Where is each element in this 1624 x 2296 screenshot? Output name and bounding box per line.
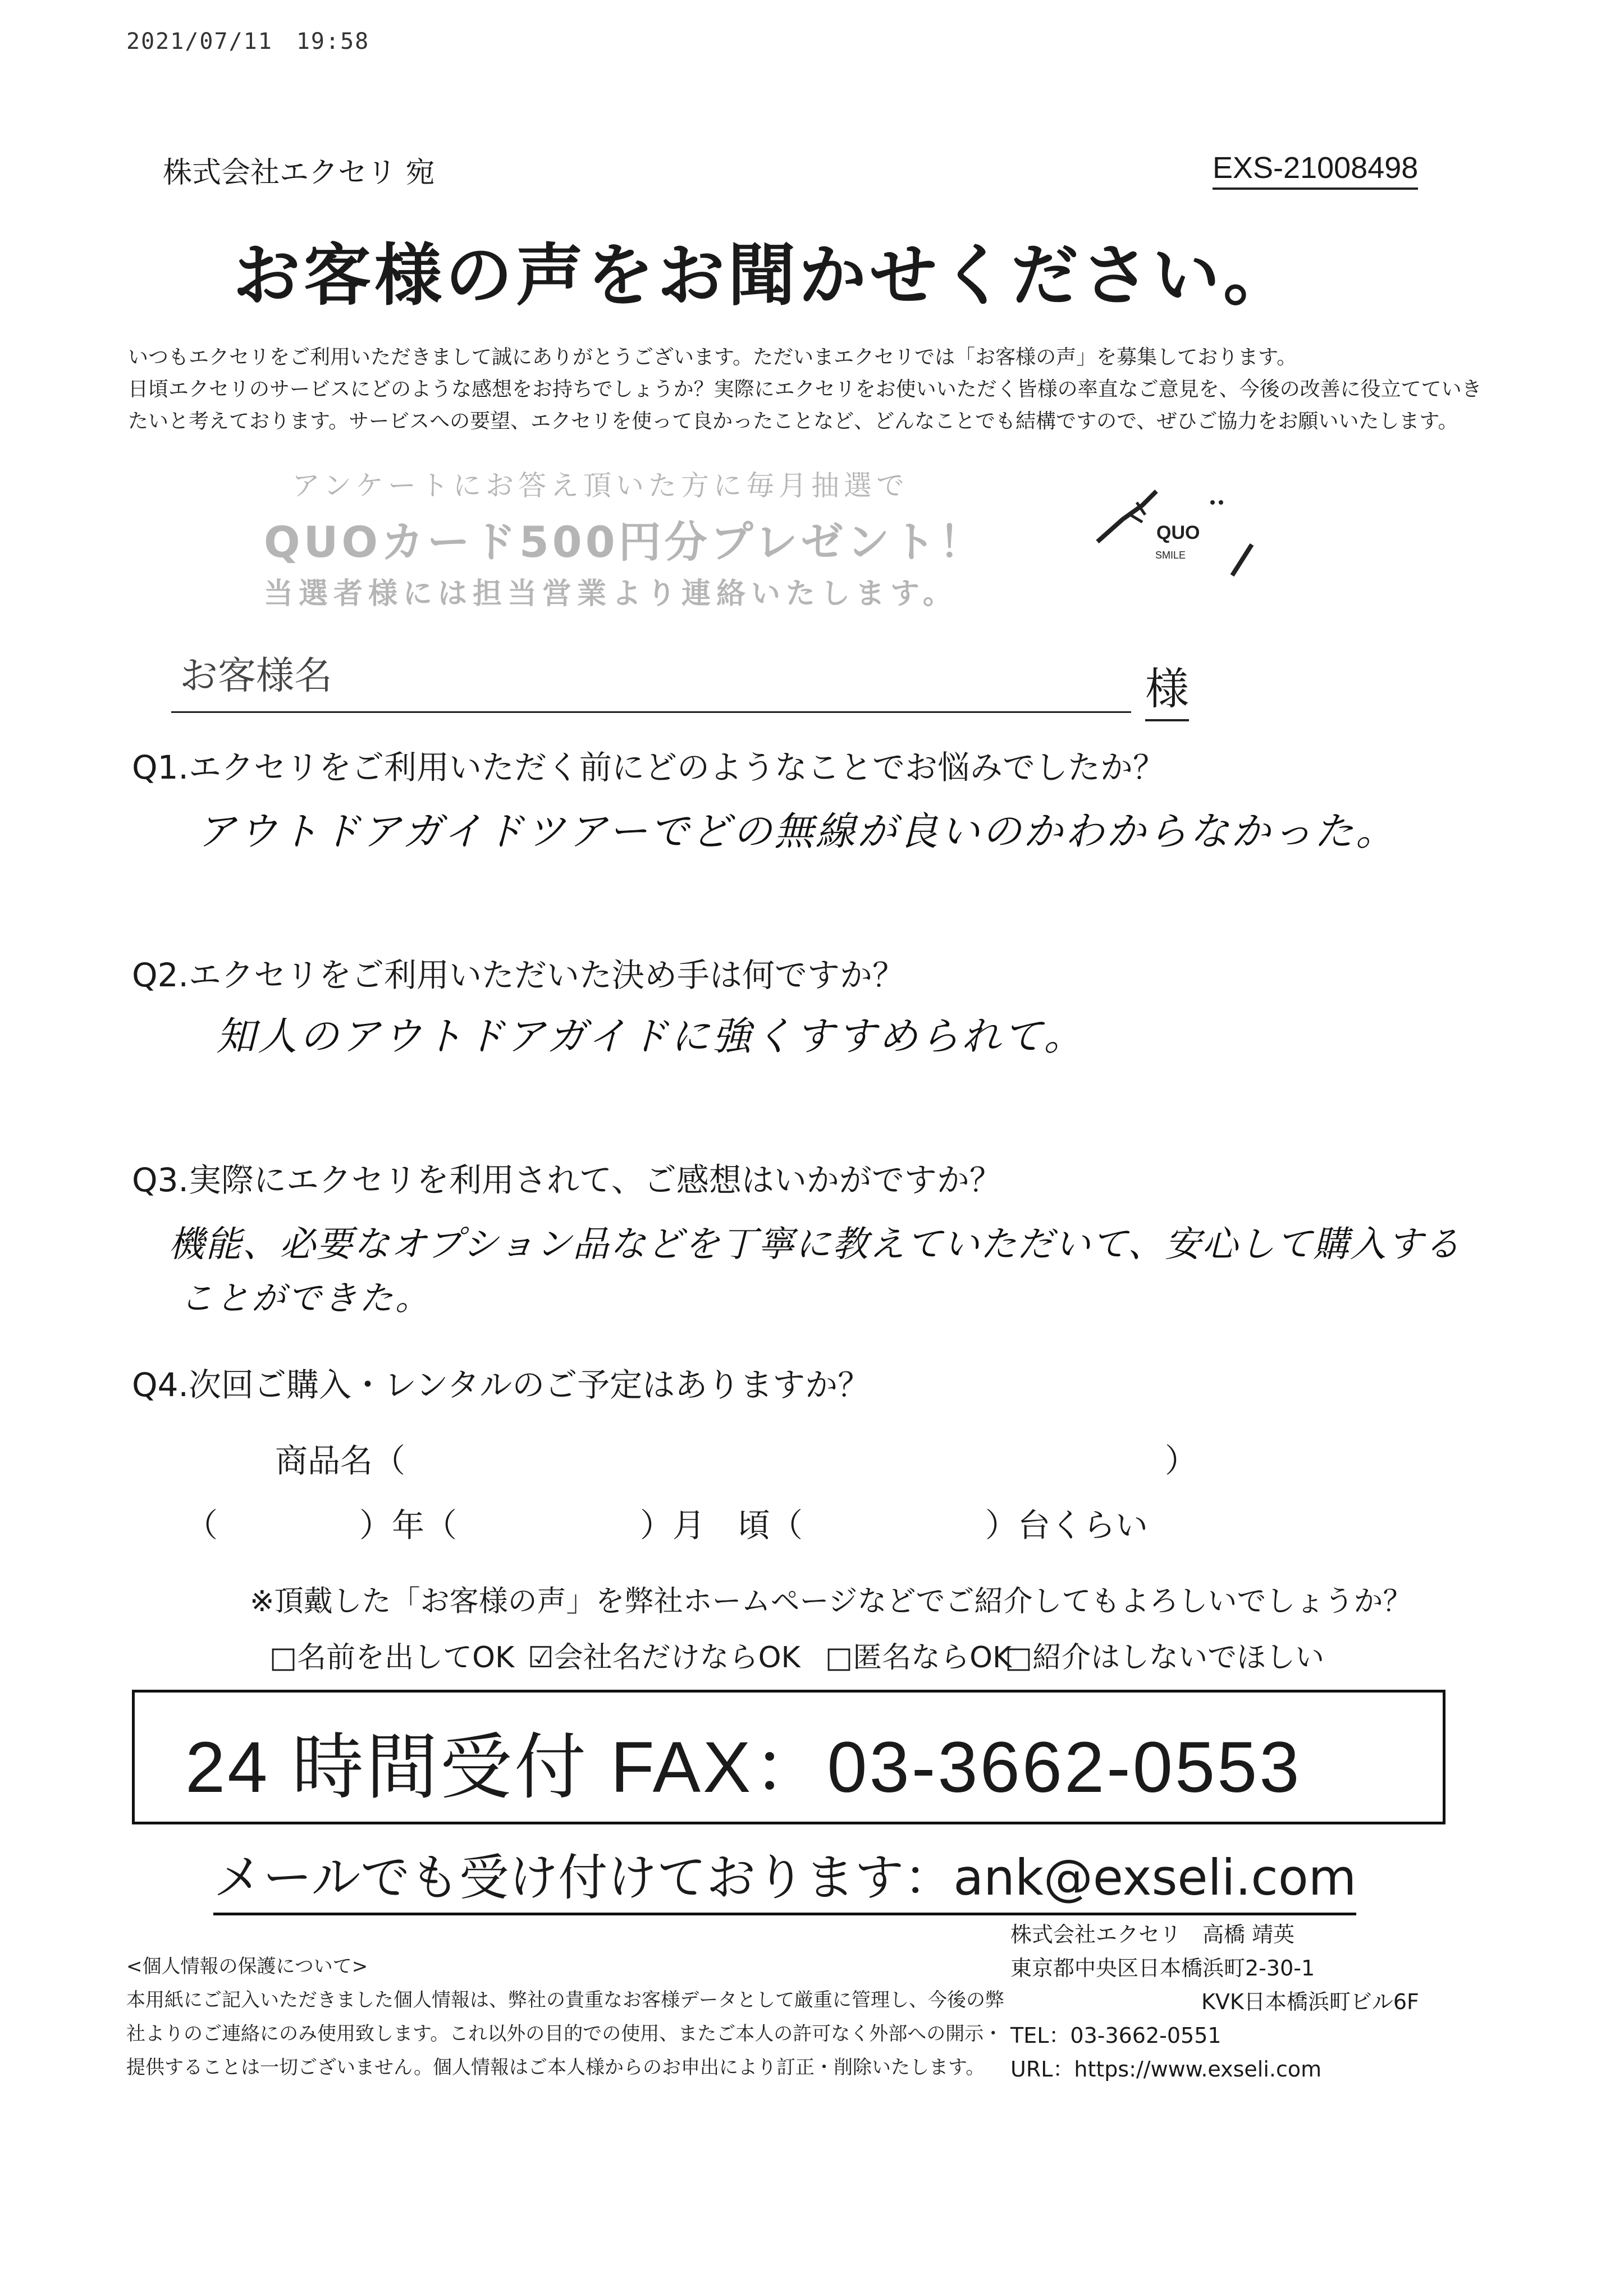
- plan-units: ）台くらい: [985, 1506, 1149, 1544]
- consent-option-company[interactable]: ☑会社名だけならOK: [528, 1641, 800, 1675]
- company-tel: TEL：03-3662-0551: [1010, 2023, 1222, 2048]
- privacy-line-1: 本用紙にご記入いただきました個人情報は、弊社の貴重なお客様データとして厳重に管理し、今後の弊: [126, 1989, 1004, 2011]
- quo-logo-text: QUO: [1156, 522, 1200, 543]
- privacy-line-3: 提供することは一切ございません。個人情報はご本人様からのお申出により訂正・削除いたします。: [126, 2056, 985, 2079]
- intro-line-1: いつもエクセリをご利用いただきまして誠にありがとうございます。ただいまエクセリでは「お客様の声」を募集しております。: [128, 346, 1297, 369]
- intro-line-3: たいと考えております。サービスへの要望、エクセリを使って良かったことなど、どんなことでも結構ですので、ぜひご協力をお願いいたします。: [128, 410, 1458, 433]
- company-address-1: 東京都中央区日本橋浜町2-30-1: [1010, 1956, 1315, 1981]
- customer-name-field[interactable]: [171, 711, 1131, 713]
- consent-question: ※頂戴した「お客様の声」を弊社ホームページなどでご紹介してもよろしいでしょうか？: [250, 1585, 1412, 1618]
- product-name-close: ）: [1165, 1442, 1198, 1480]
- consent-option-none[interactable]: □紹介はしないでほしい: [1005, 1641, 1325, 1675]
- promo-line-3: 当選者様には担当営業より連絡いたします。: [264, 577, 958, 611]
- answer-1: アウトドアガイドツアーでどの無線が良いのかわからなかった。: [196, 808, 1397, 854]
- answer-3-line-2: ことができた。: [180, 1279, 431, 1318]
- plan-month: ）月 頃（: [640, 1506, 803, 1544]
- promo-line-2: QUOカード500円分プレゼント！: [264, 517, 985, 567]
- quo-card-logo: [1089, 480, 1257, 581]
- privacy-heading: <個人情報の保護について>: [126, 1955, 368, 1978]
- company-url[interactable]: URL：https://www.exseli.com: [1010, 2057, 1322, 2082]
- question-3: Q3.実際にエクセリを利用されて、ご感想はいかがですか？: [132, 1161, 1002, 1199]
- company-address-2: KVK日本橋浜町ビル6F: [1201, 1989, 1419, 2014]
- recipient: 株式会社エクセリ 宛: [163, 156, 435, 190]
- question-2: Q2.エクセリをご利用いただいた決め手は何ですか？: [132, 956, 905, 994]
- email-contact[interactable]: メールでも受け付けております：ank@exseli.com: [213, 1838, 1356, 1915]
- fax-number: 24 時間受付 FAX：03-3662-0553: [185, 1727, 1302, 1808]
- plan-year: ）年（: [359, 1506, 458, 1544]
- quo-logo-subtext: SMILE: [1155, 550, 1186, 561]
- answer-2: 知人のアウトドアガイドに強くすすめられて。: [216, 1013, 1086, 1059]
- consent-option-name[interactable]: □名前を出してOK: [269, 1641, 515, 1675]
- consent-option-anonymous[interactable]: □匿名ならOK: [825, 1641, 1012, 1675]
- privacy-line-2: 社よりのご連絡にのみ使用致します。これ以外の目的での使用、またご本人の許可なく外部への開示・: [126, 2023, 1003, 2045]
- page-title: お客様の声をお聞かせください。: [233, 237, 1294, 315]
- company-name: 株式会社エクセリ 高橋 靖英: [1010, 1922, 1295, 1947]
- customer-name-suffix: 様: [1145, 654, 1189, 721]
- promo-line-1: アンケートにお答え頂いた方に毎月抽選で: [292, 469, 909, 502]
- question-4: Q4.次回ご購入・レンタルのご予定はありますか？: [132, 1366, 871, 1404]
- plan-open-paren: （: [185, 1506, 218, 1544]
- answer-3-line-1: 機能、必要なオプション品などを丁寧に教えていただいて、安心して購入する: [168, 1224, 1461, 1265]
- fax-timestamp: 2021/07/11 19:58: [126, 29, 370, 54]
- customer-name-label: お客様名: [180, 654, 333, 698]
- intro-line-2: 日頃エクセリのサービスにどのような感想をお持ちでしょうか？実際にエクセリをお使いいただく皆様の率直なご意見を、今後の改善に役立てていき: [128, 378, 1482, 401]
- question-1: Q1.エクセリをご利用いただく前にどのようなことでお悩みでしたか？: [132, 748, 1165, 786]
- product-name-label: 商品名（: [275, 1442, 406, 1480]
- document-id: EXS-21008498: [1213, 150, 1418, 190]
